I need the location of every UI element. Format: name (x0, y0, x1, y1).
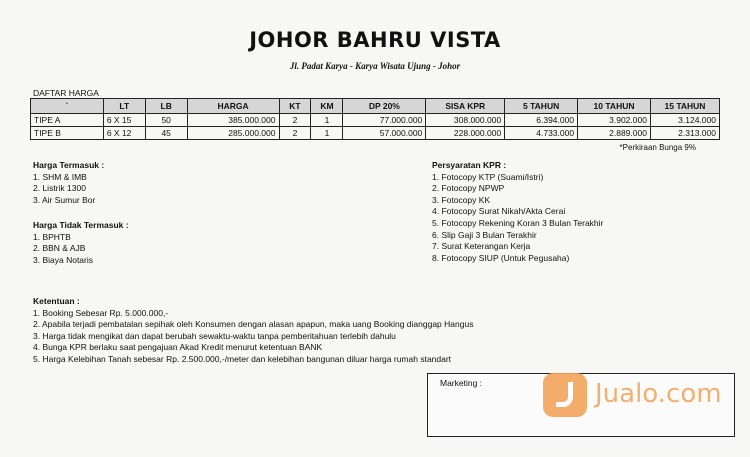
column-header: 5 TAHUN (505, 99, 578, 114)
table-cell: 3.902.000 (578, 114, 651, 127)
list-item: 5. Harga Kelebihan Tanah sebesar Rp. 2.500.000,-/meter dan kelebihan bangunan diluar harga rumah standart (33, 353, 452, 364)
table-cell: TIPE B (31, 127, 104, 140)
table-cell: 1 (311, 127, 343, 140)
table-cell: TIPE A (31, 114, 104, 127)
table-cell: 6.394.000 (505, 114, 578, 127)
terms-heading: Ketentuan : (33, 296, 80, 306)
table-cell: 45 (145, 127, 187, 140)
table-cell: 3.124.000 (650, 114, 719, 127)
list-item: 1. Booking Sebesar Rp. 5.000.000,- (33, 307, 169, 318)
table-cell: 285.000.000 (187, 127, 279, 140)
column-header: HARGA (187, 99, 279, 114)
list-item: 4. Bunga KPR berlaku saat pengajuan Akad Kredit menurut ketentuan BANK (33, 342, 323, 353)
table-cell: 77.000.000 (343, 114, 426, 127)
list-item: 3. Biaya Notaris (33, 254, 93, 265)
table-cell: 6 X 12 (103, 127, 145, 140)
table-cell: 6 X 15 (103, 114, 145, 127)
excluded-section (33, 220, 129, 266)
column-header: KT (279, 99, 311, 114)
list-item: 2. Listrik 1300 (33, 183, 86, 194)
watermark-text: Jualo.com (595, 379, 722, 409)
list-item: 1. SHM & IMB (33, 171, 87, 182)
price-list-label: DAFTAR HARGA (33, 88, 99, 98)
kpr-heading: Persyaratan KPR : (432, 160, 507, 170)
list-item: 3. Harga tidak mengikat dan dapat berubah sewaktu-waktu tanpa pemberitahuan terlebih dahulu (33, 330, 396, 341)
included-heading: Harga Termasuk : (33, 160, 105, 170)
list-item: 6. Slip Gaji 3 Bulan Terakhir (432, 229, 537, 240)
list-item: 7. Surat Keterangan Kerja (432, 241, 531, 252)
document-title: JOHOR BAHRU VISTA (249, 28, 501, 52)
column-header: LT (103, 99, 145, 114)
list-item: 1. Fotocopy KTP (Suami/Istri) (432, 171, 544, 182)
table-cell: 2 (279, 114, 311, 127)
interest-note: *Perkiraan Bunga 9% (619, 143, 696, 152)
terms-section (33, 296, 473, 366)
table-cell: 2.313.000 (650, 127, 719, 140)
table-cell: 308.000.000 (426, 114, 505, 127)
table-cell: 2.889.000 (578, 127, 651, 140)
document-address: Jl. Padat Karya - Karya Wisata Ujung - Johor (289, 61, 461, 71)
table-cell: 2 (279, 127, 311, 140)
table-cell: 57.000.000 (343, 127, 426, 140)
column-header: ` (31, 99, 104, 114)
table-row (31, 114, 720, 127)
watermark (543, 373, 722, 417)
excluded-heading: Harga Tidak Termasuk : (33, 220, 129, 230)
price-table-header-row (31, 99, 720, 114)
kpr-requirements-section (432, 160, 603, 264)
column-header: 15 TAHUN (650, 99, 719, 114)
list-item: 1. BPHTB (33, 231, 71, 242)
column-header: DP 20% (343, 99, 426, 114)
column-header: KM (311, 99, 343, 114)
price-table (30, 98, 720, 140)
table-cell: 228.000.000 (426, 127, 505, 140)
list-item: 2. Fotocopy NPWP (432, 183, 505, 194)
included-section (33, 160, 104, 206)
list-item: 5. Fotocopy Rekening Koran 3 Bulan Terakhir (432, 217, 604, 228)
table-cell: 50 (145, 114, 187, 127)
list-item: 4. Fotocopy Surat Nikah/Akta Cerai (432, 206, 566, 217)
table-cell: 1 (311, 114, 343, 127)
column-header: LB (145, 99, 187, 114)
column-header: SISA KPR (426, 99, 505, 114)
table-cell: 385.000.000 (187, 114, 279, 127)
list-item: 2. Apabila terjadi pembatalan sepihak oleh Konsumen dengan alasan apapun, maka uang Booking dianggap Hangus (33, 319, 474, 330)
list-item: 3. Fotocopy KK (432, 194, 491, 205)
table-row (31, 127, 720, 140)
table-cell: 4.733.000 (505, 127, 578, 140)
list-item: 8. Fotocopy SIUP (Untuk Pegusaha) (432, 252, 570, 263)
marketing-label: Marketing : (440, 378, 483, 388)
column-header: 10 TAHUN (578, 99, 651, 114)
list-item: 3. Air Sumur Bor (33, 194, 96, 205)
jualo-logo-icon (543, 373, 587, 417)
list-item: 2. BBN & AJB (33, 243, 86, 254)
